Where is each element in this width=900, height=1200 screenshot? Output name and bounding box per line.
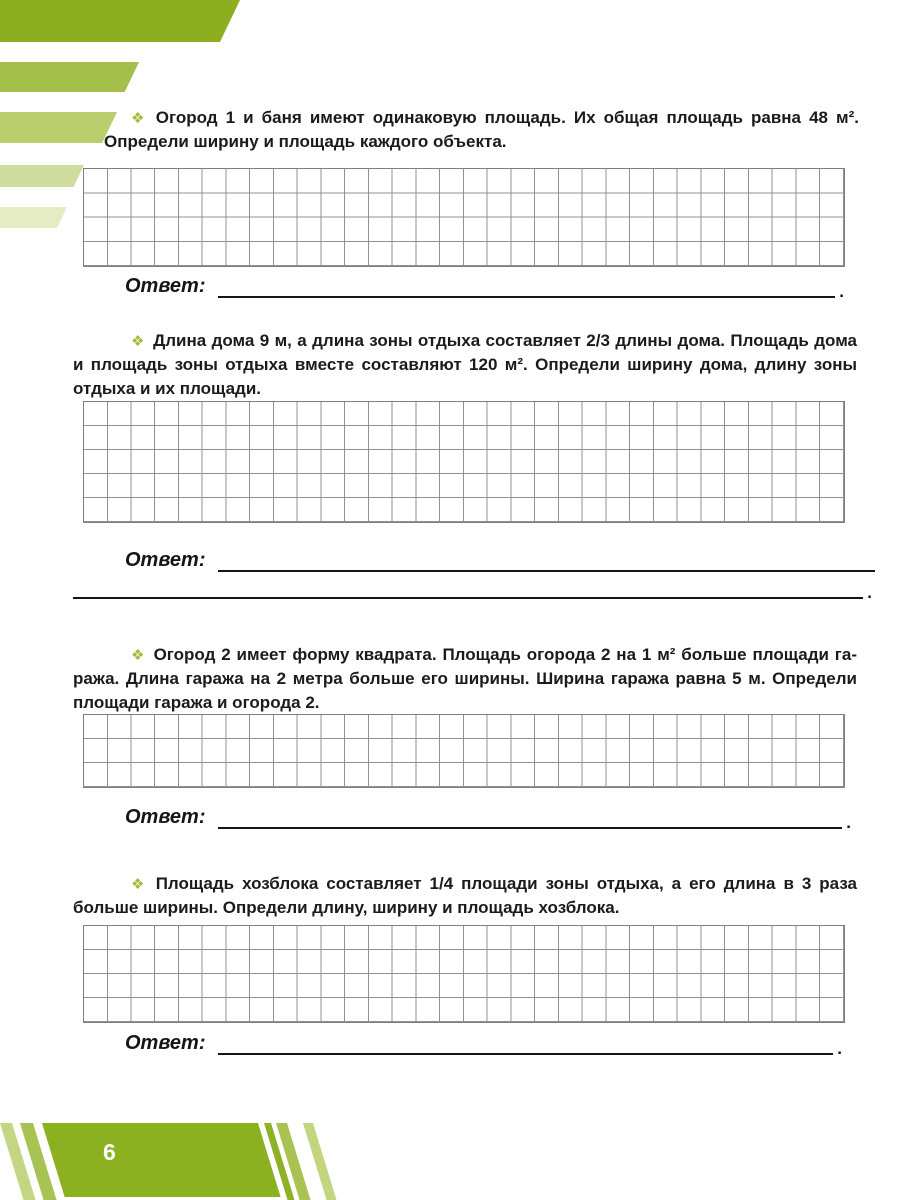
problem-line: Определи ширину и площадь каждого объекта. <box>104 132 507 151</box>
work-grid-1 <box>83 168 845 267</box>
answer-terminator: . <box>867 583 872 602</box>
diamond-bullet-icon: ❖ <box>131 646 146 664</box>
deco-stripe-1 <box>0 0 240 42</box>
deco-stripe-5 <box>0 207 67 228</box>
answer-terminator: . <box>837 1039 842 1058</box>
deco-stripe-4 <box>0 165 84 187</box>
problem-line <box>73 329 857 353</box>
answer-line <box>218 546 876 572</box>
problem-2 <box>73 329 857 401</box>
work-grid-2 <box>83 401 845 523</box>
page-number-badge <box>42 1123 281 1197</box>
answer-row-2 <box>125 546 875 572</box>
problem-text: Длина дома 9 м, а длина зоны отдыха составляет 2/3 длины дома. Площадь дома <box>153 331 857 350</box>
problem-line: и площадь зоны отдыха вместе составляют 120 м². Определи ширину дома, длину зоны <box>73 355 857 374</box>
answer-line <box>73 573 863 599</box>
answer-label: Ответ: <box>125 1032 206 1054</box>
diamond-bullet-icon: ❖ <box>131 109 148 127</box>
problem-line: отдыха и их площади. <box>73 379 262 398</box>
problem-line <box>73 643 857 667</box>
problem-1 <box>104 106 859 154</box>
answer-label: Ответ: <box>125 275 206 297</box>
answer-terminator: . <box>846 813 851 832</box>
answer-row-4 <box>125 1029 842 1058</box>
answer-line <box>218 803 843 829</box>
answer-terminator: . <box>839 282 844 301</box>
problem-line: площади гаража и огорода 2. <box>73 693 320 712</box>
problem-text: Площадь хозблока составляет 1/4 площади зоны отдыха, а его длина в 3 раза <box>155 874 857 893</box>
page-number: 6 <box>103 1139 116 1165</box>
answer-line <box>218 1029 834 1055</box>
problem-text: Огород 2 имеет форму квадрата. Площадь огорода 2 на 1 м² больше площади га- <box>153 645 857 664</box>
work-grid-4 <box>83 925 845 1023</box>
answer-label: Ответ: <box>125 549 206 571</box>
answer-row-3 <box>125 803 851 832</box>
problem-3 <box>73 643 857 715</box>
deco-stripe-3 <box>0 112 117 143</box>
answer-row-2-continued <box>73 573 872 602</box>
diamond-bullet-icon: ❖ <box>131 875 148 893</box>
problem-line <box>104 106 859 130</box>
problem-line: больше ширины. Определи длину, ширину и площадь хозблока. <box>73 898 620 917</box>
problem-line <box>73 872 857 896</box>
work-grid-3 <box>83 714 845 788</box>
answer-label: Ответ: <box>125 806 206 828</box>
deco-stripe-2 <box>0 62 139 92</box>
answer-row-1 <box>125 272 844 301</box>
answer-line <box>218 272 836 298</box>
problem-4 <box>73 872 857 920</box>
diamond-bullet-icon: ❖ <box>131 332 146 350</box>
problem-text: Огород 1 и баня имеют одинаковую площадь. Их общая площадь равна 48 м². <box>155 108 859 127</box>
problem-line: ража. Длина гаража на 2 метра больше его ширины. Ширина гаража равна 5 м. Определи <box>73 669 857 688</box>
deco-bottom-stripe-right-3 <box>303 1123 337 1200</box>
